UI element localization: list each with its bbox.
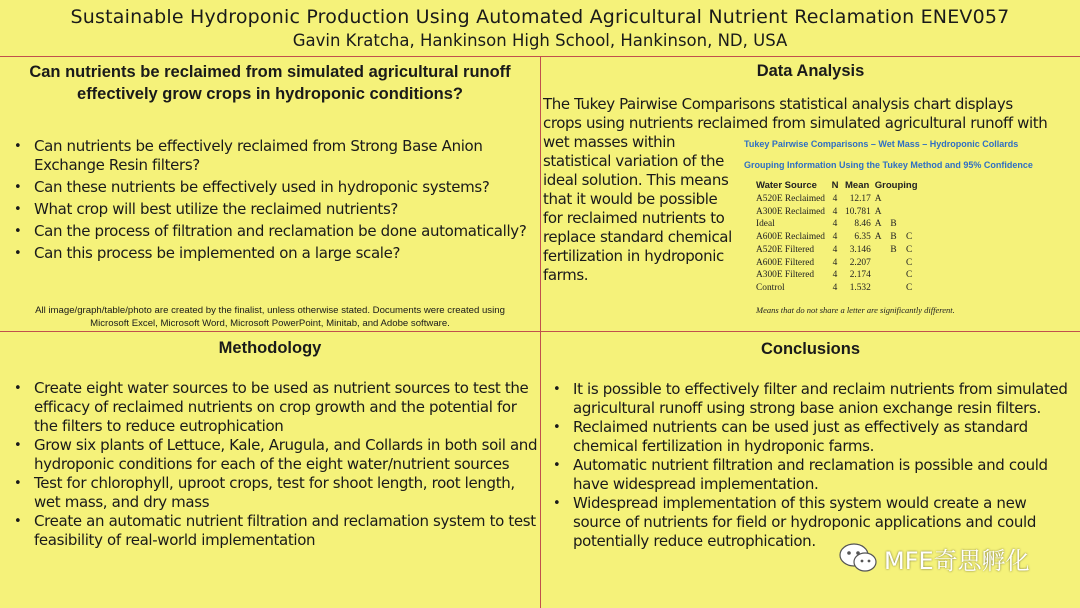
cell-group-a: A bbox=[874, 194, 882, 204]
data-analysis-line-2: crops using nutrients reclaimed from simulated agricultural runoff with bbox=[543, 114, 1048, 132]
conclusions-panel bbox=[541, 338, 1080, 360]
data-analysis-panel bbox=[541, 60, 1080, 82]
cell-mean: 10.781 bbox=[845, 206, 871, 217]
poster-header bbox=[0, 0, 1080, 56]
cell-source: A600E Reclaimed bbox=[756, 232, 825, 243]
poster-title: Sustainable Hydroponic Production Using Automated Agricultural Nutrient Reclamation ENEV057 bbox=[70, 6, 1010, 28]
cell-n: 4 bbox=[832, 232, 838, 243]
cell-source: Control bbox=[756, 282, 785, 293]
wechat-icon bbox=[838, 541, 878, 575]
table-row bbox=[756, 218, 922, 231]
list-item: • Can the process of filtration and reclamation be done automatically? bbox=[8, 222, 532, 241]
methodology-title: Methodology bbox=[218, 339, 322, 357]
methodology-panel bbox=[0, 337, 540, 359]
cell-mean: 1.532 bbox=[849, 282, 871, 293]
table-row bbox=[756, 269, 922, 282]
list-item: • Grow six plants of Lettuce, Kale, Arugula, and Collards in both soil and hydroponic conditions for each of the eight water/nutrient sources bbox=[8, 436, 538, 474]
cell-group-b bbox=[890, 269, 906, 282]
cell-n: 4 bbox=[832, 282, 838, 293]
cell-group-b: B bbox=[890, 232, 897, 243]
cell-group-b bbox=[890, 257, 906, 270]
cell-group-c bbox=[906, 193, 922, 206]
cell-group-b: B bbox=[890, 219, 897, 230]
cell-group-b bbox=[890, 193, 906, 206]
cell-n: 4 bbox=[832, 244, 838, 255]
table-row bbox=[756, 282, 922, 295]
cell-mean: 2.207 bbox=[849, 257, 871, 268]
cell-source: Ideal bbox=[756, 219, 775, 230]
list-item: • It is possible to effectively filter and reclaim nutrients from simulated agricultural runoff using strong base anion exchange resin filters. bbox=[547, 380, 1075, 418]
cell-group-c: C bbox=[905, 232, 913, 243]
list-item: • Can these nutrients be effectively used in hydroponic systems? bbox=[8, 178, 532, 197]
list-item: • Test for chlorophyll, uproot crops, test for shoot length, root length, wet mass, and dry mass bbox=[8, 474, 538, 512]
cell-n: 4 bbox=[832, 257, 838, 268]
cell-group-b bbox=[890, 282, 906, 295]
question-panel bbox=[0, 61, 540, 105]
poster-author: Gavin Kratcha, Hankinson High School, Hankinson, ND, USA bbox=[292, 31, 788, 50]
cell-group-a: A bbox=[874, 219, 882, 230]
list-item: • Create eight water sources to be used as nutrient sources to test the efficacy of reclaimed nutrients on crop growth and the potential for the filters to reduce eutrophication bbox=[8, 379, 538, 436]
table-row bbox=[756, 206, 922, 219]
cell-source: A600E Filtered bbox=[756, 257, 815, 268]
cell-n: 4 bbox=[832, 219, 838, 230]
question-title-line-2: effectively grow crops in hydroponic conditions? bbox=[77, 85, 463, 103]
cell-source: A300E Filtered bbox=[756, 270, 815, 281]
cell-group-c bbox=[906, 218, 922, 231]
watermark-text: MFE奇思孵化 bbox=[884, 546, 1030, 575]
cell-group-a bbox=[875, 244, 891, 257]
cell-mean: 6.35 bbox=[854, 232, 871, 243]
cell-group-c bbox=[906, 206, 922, 219]
list-item: • Can nutrients be effectively reclaimed from Strong Base Anion Exchange Resin filters? bbox=[8, 137, 532, 175]
tukey-title: Tukey Pairwise Comparisons – Wet Mass – Hydroponic Collards bbox=[744, 139, 1019, 149]
column-header-n: N bbox=[831, 180, 839, 191]
tukey-header-row bbox=[756, 180, 922, 193]
list-item: • Widespread implementation of this system would create a new source of nutrients for field or hydroponic applications and could potentially reduce eutrophication. bbox=[547, 494, 1075, 551]
question-title-line-1: Can nutrients be reclaimed from simulated agricultural runoff bbox=[29, 63, 511, 81]
list-item: • Can this process be implemented on a large scale? bbox=[8, 244, 532, 263]
image-credit bbox=[0, 304, 540, 330]
list-item: • Create an automatic nutrient filtration and reclamation system to test feasibility of real-world implementation bbox=[8, 512, 538, 550]
table-row bbox=[756, 231, 922, 244]
data-analysis-paragraph: wet masses within statistical variation of the ideal solution. This means that it would be possible for reclaimed nutrients to replace standard chemical fertilization in hydroponic farms. bbox=[543, 133, 732, 284]
cell-mean: 3.146 bbox=[849, 244, 871, 255]
data-analysis-line-1: The Tukey Pairwise Comparisons statistical analysis chart displays bbox=[543, 95, 1013, 113]
tukey-subtitle: Grouping Information Using the Tukey Method and 95% Confidence bbox=[744, 160, 1033, 170]
cell-source: A520E Reclaimed bbox=[756, 194, 825, 204]
list-item: • What crop will best utilize the reclaimed nutrients? bbox=[8, 200, 532, 219]
table-row bbox=[756, 244, 922, 257]
cell-group-c: C bbox=[905, 270, 913, 281]
cell-group-b: B bbox=[890, 244, 897, 255]
question-title bbox=[0, 61, 540, 105]
column-divider bbox=[540, 56, 541, 608]
conclusions-list bbox=[547, 380, 1075, 551]
question-list bbox=[8, 137, 532, 263]
cell-group-c: C bbox=[905, 282, 913, 293]
tukey-note: Means that do not share a letter are significantly different. bbox=[756, 305, 955, 315]
column-header-mean: Mean bbox=[845, 180, 870, 191]
cell-mean: 12.17 bbox=[849, 194, 871, 204]
cell-group-a bbox=[875, 257, 891, 270]
cell-mean: 2.174 bbox=[849, 270, 871, 281]
cell-group-b bbox=[890, 206, 906, 219]
cell-group-c: C bbox=[905, 257, 913, 268]
column-header-source: Water Source bbox=[756, 180, 817, 191]
table-row bbox=[756, 193, 922, 206]
cell-group-a bbox=[875, 282, 891, 295]
cell-group-a bbox=[875, 269, 891, 282]
cell-group-a: A bbox=[874, 206, 882, 217]
cell-source: A300E Reclaimed bbox=[756, 206, 825, 217]
cell-source: A520E Filtered bbox=[756, 244, 815, 255]
cell-n: 4 bbox=[832, 270, 838, 281]
cell-group-a: A bbox=[874, 232, 882, 243]
credit-line-2: Microsoft Excel, Microsoft Word, Microsoft PowerPoint, Minitab, and Adobe software. bbox=[90, 318, 450, 329]
cell-n: 4 bbox=[832, 194, 838, 204]
cell-mean: 8.46 bbox=[854, 219, 871, 230]
cell-group-c: C bbox=[905, 244, 913, 255]
list-item: • Reclaimed nutrients can be used just as effectively as standard chemical fertilization in hydroponic farms. bbox=[547, 418, 1075, 456]
methodology-list bbox=[8, 379, 538, 550]
conclusions-title: Conclusions bbox=[760, 340, 860, 358]
watermark bbox=[838, 538, 1078, 578]
credit-line-1: All image/graph/table/photo are created by the finalist, unless otherwise stated. Documents were created using bbox=[35, 305, 505, 316]
list-item: • Automatic nutrient filtration and reclamation is possible and could have widespread implementation. bbox=[547, 456, 1075, 494]
table-row bbox=[756, 257, 922, 270]
data-analysis-title: Data Analysis bbox=[756, 62, 865, 80]
column-header-grouping: Grouping bbox=[874, 180, 918, 191]
cell-n: 4 bbox=[832, 206, 838, 217]
tukey-table bbox=[756, 180, 922, 295]
